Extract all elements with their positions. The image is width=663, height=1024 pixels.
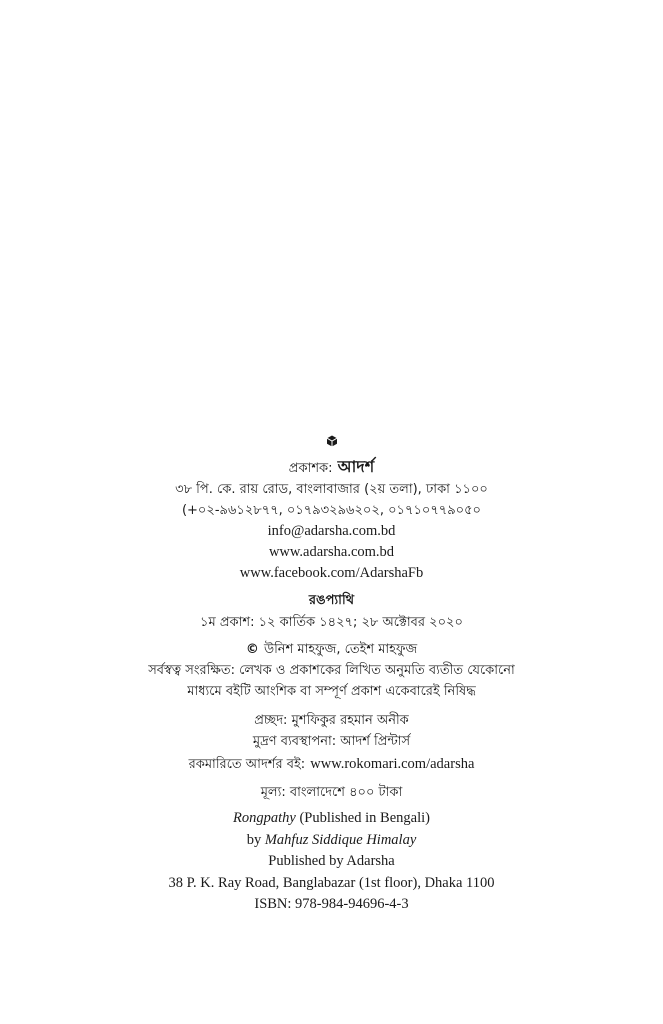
online-line xyxy=(0,752,663,775)
english-author: Mahfuz Siddique Himalay xyxy=(264,831,417,848)
price: মূল্য: বাংলাদেশে ৪০০ টাকা xyxy=(260,785,403,800)
english-published-by: Published by Adarsha xyxy=(268,853,395,869)
english-block xyxy=(0,808,663,916)
book-title: রঙপ্যাথি xyxy=(308,593,355,608)
adarsha-logo-icon xyxy=(326,435,338,447)
publisher-phone: (+০২-৯৬১২৮৭৭, ০১৭৯৩২৯৬২০২, ০১৭১০৭৭৯০৫০ xyxy=(181,503,482,518)
publisher-address: ৩৮ পি. কে. রায় রোড, বাংলাবাজার (২য় তলা), ঢাকা ১১০০ xyxy=(175,482,488,497)
online-url: www.rokomari.com/adarsha xyxy=(310,756,475,772)
book-block xyxy=(0,590,663,634)
english-title-note: (Published in Bengali) xyxy=(299,810,430,826)
publisher-line xyxy=(0,456,663,479)
credits-block xyxy=(0,710,663,775)
copyright-holders: উনিশ মাহফুজ, তেইশ মাহফুজ xyxy=(263,642,418,657)
logo-block xyxy=(0,435,663,449)
publisher-email: info@adarsha.com.bd xyxy=(267,523,396,539)
isbn: ISBN: 978-984-94696-4-3 xyxy=(254,896,409,912)
english-address: 38 P. K. Ray Road, Banglabazar (1st floor), Dhaka 1100 xyxy=(168,874,495,891)
printing-credit: মুদ্রণ ব্যবস্থাপনা: আদর্শ প্রিন্টার্স xyxy=(252,734,411,749)
publisher-block xyxy=(0,456,663,584)
publisher-name: আদর্শ xyxy=(337,457,375,476)
english-title-line xyxy=(0,808,663,830)
price-block xyxy=(0,783,663,803)
english-author-line xyxy=(0,830,663,852)
cover-credit: প্রচ্ছদ: মুশফিকুর রহমান অনীক xyxy=(254,713,409,728)
english-title: Rongpathy xyxy=(233,810,296,826)
rights-line-1: সর্বস্বত্ব সংরক্ষিত: লেখক ও প্রকাশকের লিখিত অনুমতি ব্যতীত যেকোনো xyxy=(148,663,515,678)
copyright-line xyxy=(0,637,663,660)
publisher-label: প্রকাশক: xyxy=(288,461,333,476)
copyright-symbol: © xyxy=(245,642,259,657)
online-label: রকমারিতে আদর্শর বই: xyxy=(188,757,306,772)
rights-line-2: মাধ্যমে বইটি আংশিক বা সম্পূর্ণ প্রকাশ একেবারেই নিষিদ্ধ xyxy=(187,684,476,699)
publisher-facebook: www.facebook.com/AdarshaFb xyxy=(239,565,424,581)
copyright-block xyxy=(0,637,663,702)
publisher-website: www.adarsha.com.bd xyxy=(268,544,395,560)
english-by: by xyxy=(246,831,262,848)
first-edition: ১ম প্রকাশ: ১২ কার্তিক ১৪২৭; ২৮ অক্টোবর ২০২০ xyxy=(200,615,463,630)
